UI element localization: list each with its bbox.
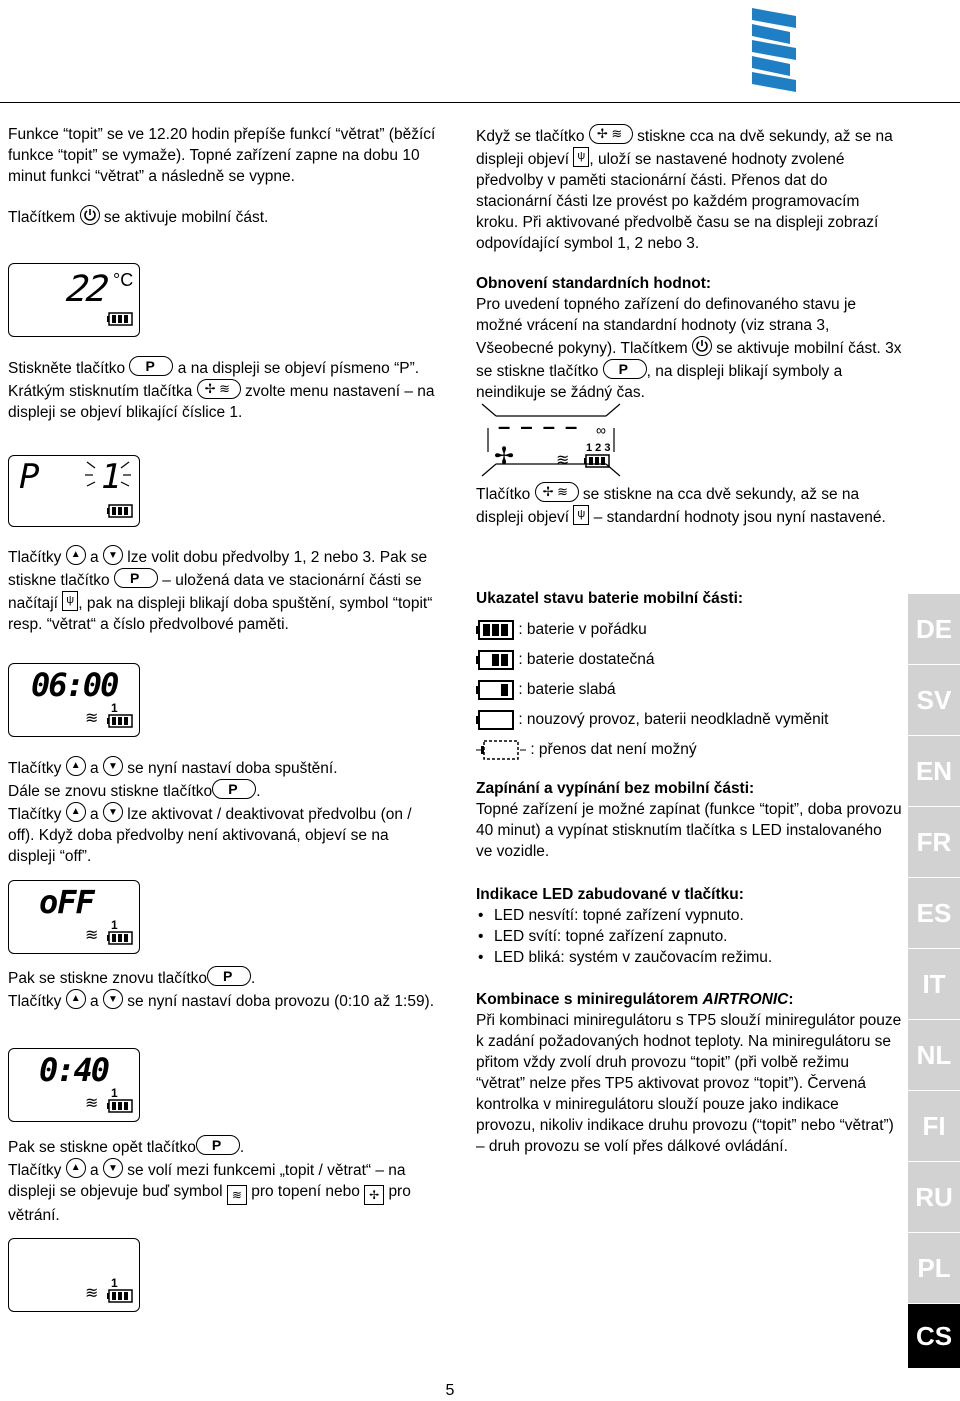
battery-full-icon: [107, 1289, 133, 1303]
lcd-display-reset: [480, 402, 622, 478]
right-block-reset: Obnovení standardních hodnot: Pro uvedení topného zařízení do definovaného stavu je možné vrácení na standardní hodnoty (viz strana 3, Všeobecné pokyny). Tlačítkem se aktivuje mobilní část. 3x se stiskne tlačítko P , na displeji blikají symboly a neindikuje se žádný čas.: [476, 275, 902, 401]
battery-full-icon: [476, 620, 514, 640]
up-arrow-button-icon: ▲: [66, 989, 86, 1009]
lcd-display-preset: [8, 455, 140, 527]
up-arrow-button-icon: ▲: [66, 545, 86, 565]
left-para-1: Funkce “topit” se ve 12.20 hodin přepíše funkcí “větrat” (běžící funkce “topit” se vymaže). Topné zařízení zapne na dobu 10 minut funkci “větrat” a následně se vypne.: [8, 126, 436, 185]
battery-row: : baterie slabá: [476, 675, 902, 705]
right-block-onoff: [476, 778, 902, 862]
left-column: [8, 124, 438, 228]
down-arrow-button-icon: ▼: [103, 802, 123, 822]
battery-row: : baterie v pořádku: [476, 615, 902, 645]
down-arrow-button-icon: ▼: [103, 989, 123, 1009]
up-arrow-button-icon: ▲: [66, 756, 86, 776]
lang-tab-es[interactable]: ES: [908, 878, 960, 949]
battery-row: : baterie dostatečná: [476, 645, 902, 675]
lang-tab-nl[interactable]: NL: [908, 1020, 960, 1091]
left-block-7: Pak se stiskne opět tlačítko P . Tlačítky ▲ a ▼ se volí mezi funkcemi „topit / větrat“ – na displeji se objevuje buď symbol ≋ pro topení nebo ✢ pro větrání.: [8, 1137, 411, 1224]
lang-tab-pl[interactable]: PL: [908, 1233, 960, 1304]
left-block-5: Tlačítky ▲ a ▼ se nyní nastaví doba spuštění. Dále se znovu stiskne tlačítko P . Tlačítky ▲ a ▼ lze aktivovat / deaktivovat předvolbu (on / off). Když doba předvolby není aktivovaná, objeví se na displeji “off”.: [8, 756, 438, 867]
header-rule: [0, 102, 960, 103]
battery-full-icon: [107, 931, 133, 945]
battery-full-icon: [107, 714, 133, 728]
heat-symbol-icon: ≋: [85, 1095, 99, 1112]
right-block-combo: [476, 989, 902, 1157]
battery-full-icon: [584, 454, 610, 468]
lang-tab-de[interactable]: DE: [908, 594, 960, 665]
onoff-title: Zapínání a vypínání bez mobilní části:: [476, 780, 755, 797]
battery-row: : přenos dat není možný: [476, 735, 902, 765]
p-button-icon: P: [603, 359, 647, 379]
lcd-duration-value: 0:40: [39, 1051, 109, 1089]
led-list-item: • LED bliká: systém v zaučovacím režimu.: [476, 947, 902, 968]
lcd-memory-digit: 1: [111, 918, 118, 932]
memory-card-icon: ψ: [62, 591, 78, 611]
lcd-memory-digit: 1: [111, 1086, 118, 1100]
eberspaecher-logo: [738, 8, 796, 98]
left-block-6: Pak se stiskne znovu tlačítko P . Tlačítky ▲ a ▼ se nyní nastaví doba provozu (0:10 až 1:59).: [8, 968, 435, 1010]
lcd-display-temperature: [8, 263, 140, 337]
memory-card-icon: ψ: [573, 147, 589, 167]
p-button-icon: P: [129, 356, 173, 376]
combo-text: Při kombinaci miniregulátoru s TP5 slouží miniregulátor pouze k zadání požadovaných hodnot teploty. Na miniregulátoru se přitom vždy zvolí druh provozu “topit” (při volbě režimu “větrat” nelze přes TP5 aktivovat provoz “topit”). Červená kontrolka v miniregulátoru slouží pouze jako indikace provozu, nikoliv indikace druhu provozu (“topit” nebo “větrat”) – druh provozu se volí přes dálkové ovládání.: [476, 1012, 902, 1155]
lcd-time-value: 06:00: [31, 666, 118, 704]
p-button-icon: P: [114, 568, 158, 588]
infinity-icon: ∞: [596, 422, 606, 438]
heat-symbol-box-icon: ≋: [227, 1185, 247, 1205]
down-arrow-button-icon: ▼: [103, 1158, 123, 1178]
battery-full-icon: [107, 504, 133, 518]
up-arrow-button-icon: ▲: [66, 1158, 86, 1178]
led-list-item: • LED svítí: topné zařízení zapnuto.: [476, 926, 902, 947]
right-block-battery: [476, 588, 902, 765]
heat-symbol-icon: ≋: [556, 452, 570, 469]
right-block-1: Když se tlačítko ✢ ≋ stiskne cca na dvě sekundy, až se na displeji objeví ψ , uloží se nastavené hodnoty zvolené předvolby v paměti stacionární části. Přenos dat do stacionární části lze provést po každém programovacím kroku. Při aktivované předvolbě času se na displeji zobrazí odpovídající symbol 1, 2 nebo 3.: [476, 126, 893, 252]
combo-title: Kombinace s miniregulátorem AIRTRONIC:: [476, 991, 794, 1008]
battery-full-icon: [107, 1099, 133, 1113]
heat-symbol-icon: ≋: [85, 927, 99, 944]
lcd-reset-dashes: – – – –: [498, 414, 580, 439]
right-block-led: [476, 884, 902, 968]
power-button-icon: [80, 205, 100, 225]
battery-full-icon: [107, 312, 133, 326]
onoff-text: Topné zařízení je možné zapínat (funkce “topit”, doba provozu 40 minut) a vypínat stisknutím tlačítka s LED instalovaného ve vozidle.: [476, 801, 902, 860]
lang-tab-sv[interactable]: SV: [908, 665, 960, 736]
right-block-reset2: Tlačítko ✢ ≋ se stiskne na cca dvě sekundy, až se na displeji objeví ψ – standardní hodnoty jsou nyní nastavené.: [476, 484, 886, 526]
lcd-memory-digit: 1: [111, 1276, 118, 1290]
power-button-icon: [692, 336, 712, 356]
battery-medium-icon: [476, 650, 514, 670]
battery-no-transfer-icon: [476, 740, 526, 760]
heat-symbol-icon: ≋: [85, 1285, 99, 1302]
up-arrow-button-icon: ▲: [66, 802, 86, 822]
battery-row: : nouzový provoz, baterii neodkladně vyměnit: [476, 705, 902, 735]
p-button-icon: P: [207, 966, 251, 986]
heat-symbol-icon: ≋: [85, 710, 99, 727]
fan-heat-button-icon: ✢ ≋: [535, 482, 579, 502]
down-arrow-button-icon: ▼: [103, 756, 123, 776]
fan-heat-button-icon: ✢ ≋: [197, 379, 241, 399]
fan-symbol-box-icon: ✢: [364, 1185, 384, 1205]
p-button-icon: P: [196, 1135, 240, 1155]
battery-list: [476, 615, 902, 765]
lcd-memory-digit: 1: [111, 701, 118, 715]
battery-title: Ukazatel stavu baterie mobilní části:: [476, 590, 744, 607]
page-number: 5: [445, 1382, 455, 1399]
led-list-item: • LED nesvítí: topné zařízení vypnuto.: [476, 905, 902, 926]
lcd-display-off: [8, 880, 140, 954]
blink-rays-icon: [85, 456, 139, 496]
lang-tab-it[interactable]: IT: [908, 949, 960, 1020]
lcd-display-duration: [8, 1048, 140, 1122]
fan-symbol-icon: ✢: [494, 443, 515, 470]
lcd-p-letter: P: [19, 457, 40, 497]
left-block-3: Stiskněte tlačítko P a na displeji se objeví písmeno “P”. Krátkým stisknutím tlačítka ✢ ≋ zvolte menu nastavení – na displeji se objeví blikající číslice 1.: [8, 358, 435, 421]
lang-tab-fr[interactable]: FR: [908, 807, 960, 878]
lcd-display-start-time: [8, 663, 140, 737]
lang-tab-ru[interactable]: RU: [908, 1162, 960, 1233]
reset-title: Obnovení standardních hodnot:: [476, 275, 712, 292]
memory-card-icon: ψ: [573, 505, 589, 525]
lcd-temp-unit: °C: [113, 270, 134, 290]
left-block-4: Tlačítky ▲ a ▼ lze volit dobu předvolby 1, 2 nebo 3. Pak se stiskne tlačítko P – uložená data ve stacionární části se načítají ψ , pak na displeji blikají doba spuštění, symbol “topit“ resp. “větrat“ a číslo předvolbové paměti.: [8, 545, 438, 635]
battery-low-icon: [476, 680, 514, 700]
lang-tab-en[interactable]: EN: [908, 736, 960, 807]
fan-heat-button-icon: ✢ ≋: [589, 124, 633, 144]
lcd-reset-digits: 1 2 3: [586, 442, 611, 454]
led-title: Indikace LED zabudované v tlačítku:: [476, 886, 744, 903]
lang-tab-fi[interactable]: FI: [908, 1091, 960, 1162]
lcd-preset-digit: 1: [101, 457, 122, 497]
lcd-temp-value: 22: [64, 269, 110, 310]
p-button-icon: P: [212, 779, 256, 799]
battery-empty-icon: [476, 710, 514, 730]
lcd-off-value: oFF: [39, 883, 94, 921]
left-para-2: Tlačítkem se aktivuje mobilní část.: [8, 205, 438, 228]
lang-tab-cs[interactable]: CS: [908, 1304, 960, 1369]
lcd-display-mode: [8, 1238, 140, 1312]
down-arrow-button-icon: ▼: [103, 545, 123, 565]
